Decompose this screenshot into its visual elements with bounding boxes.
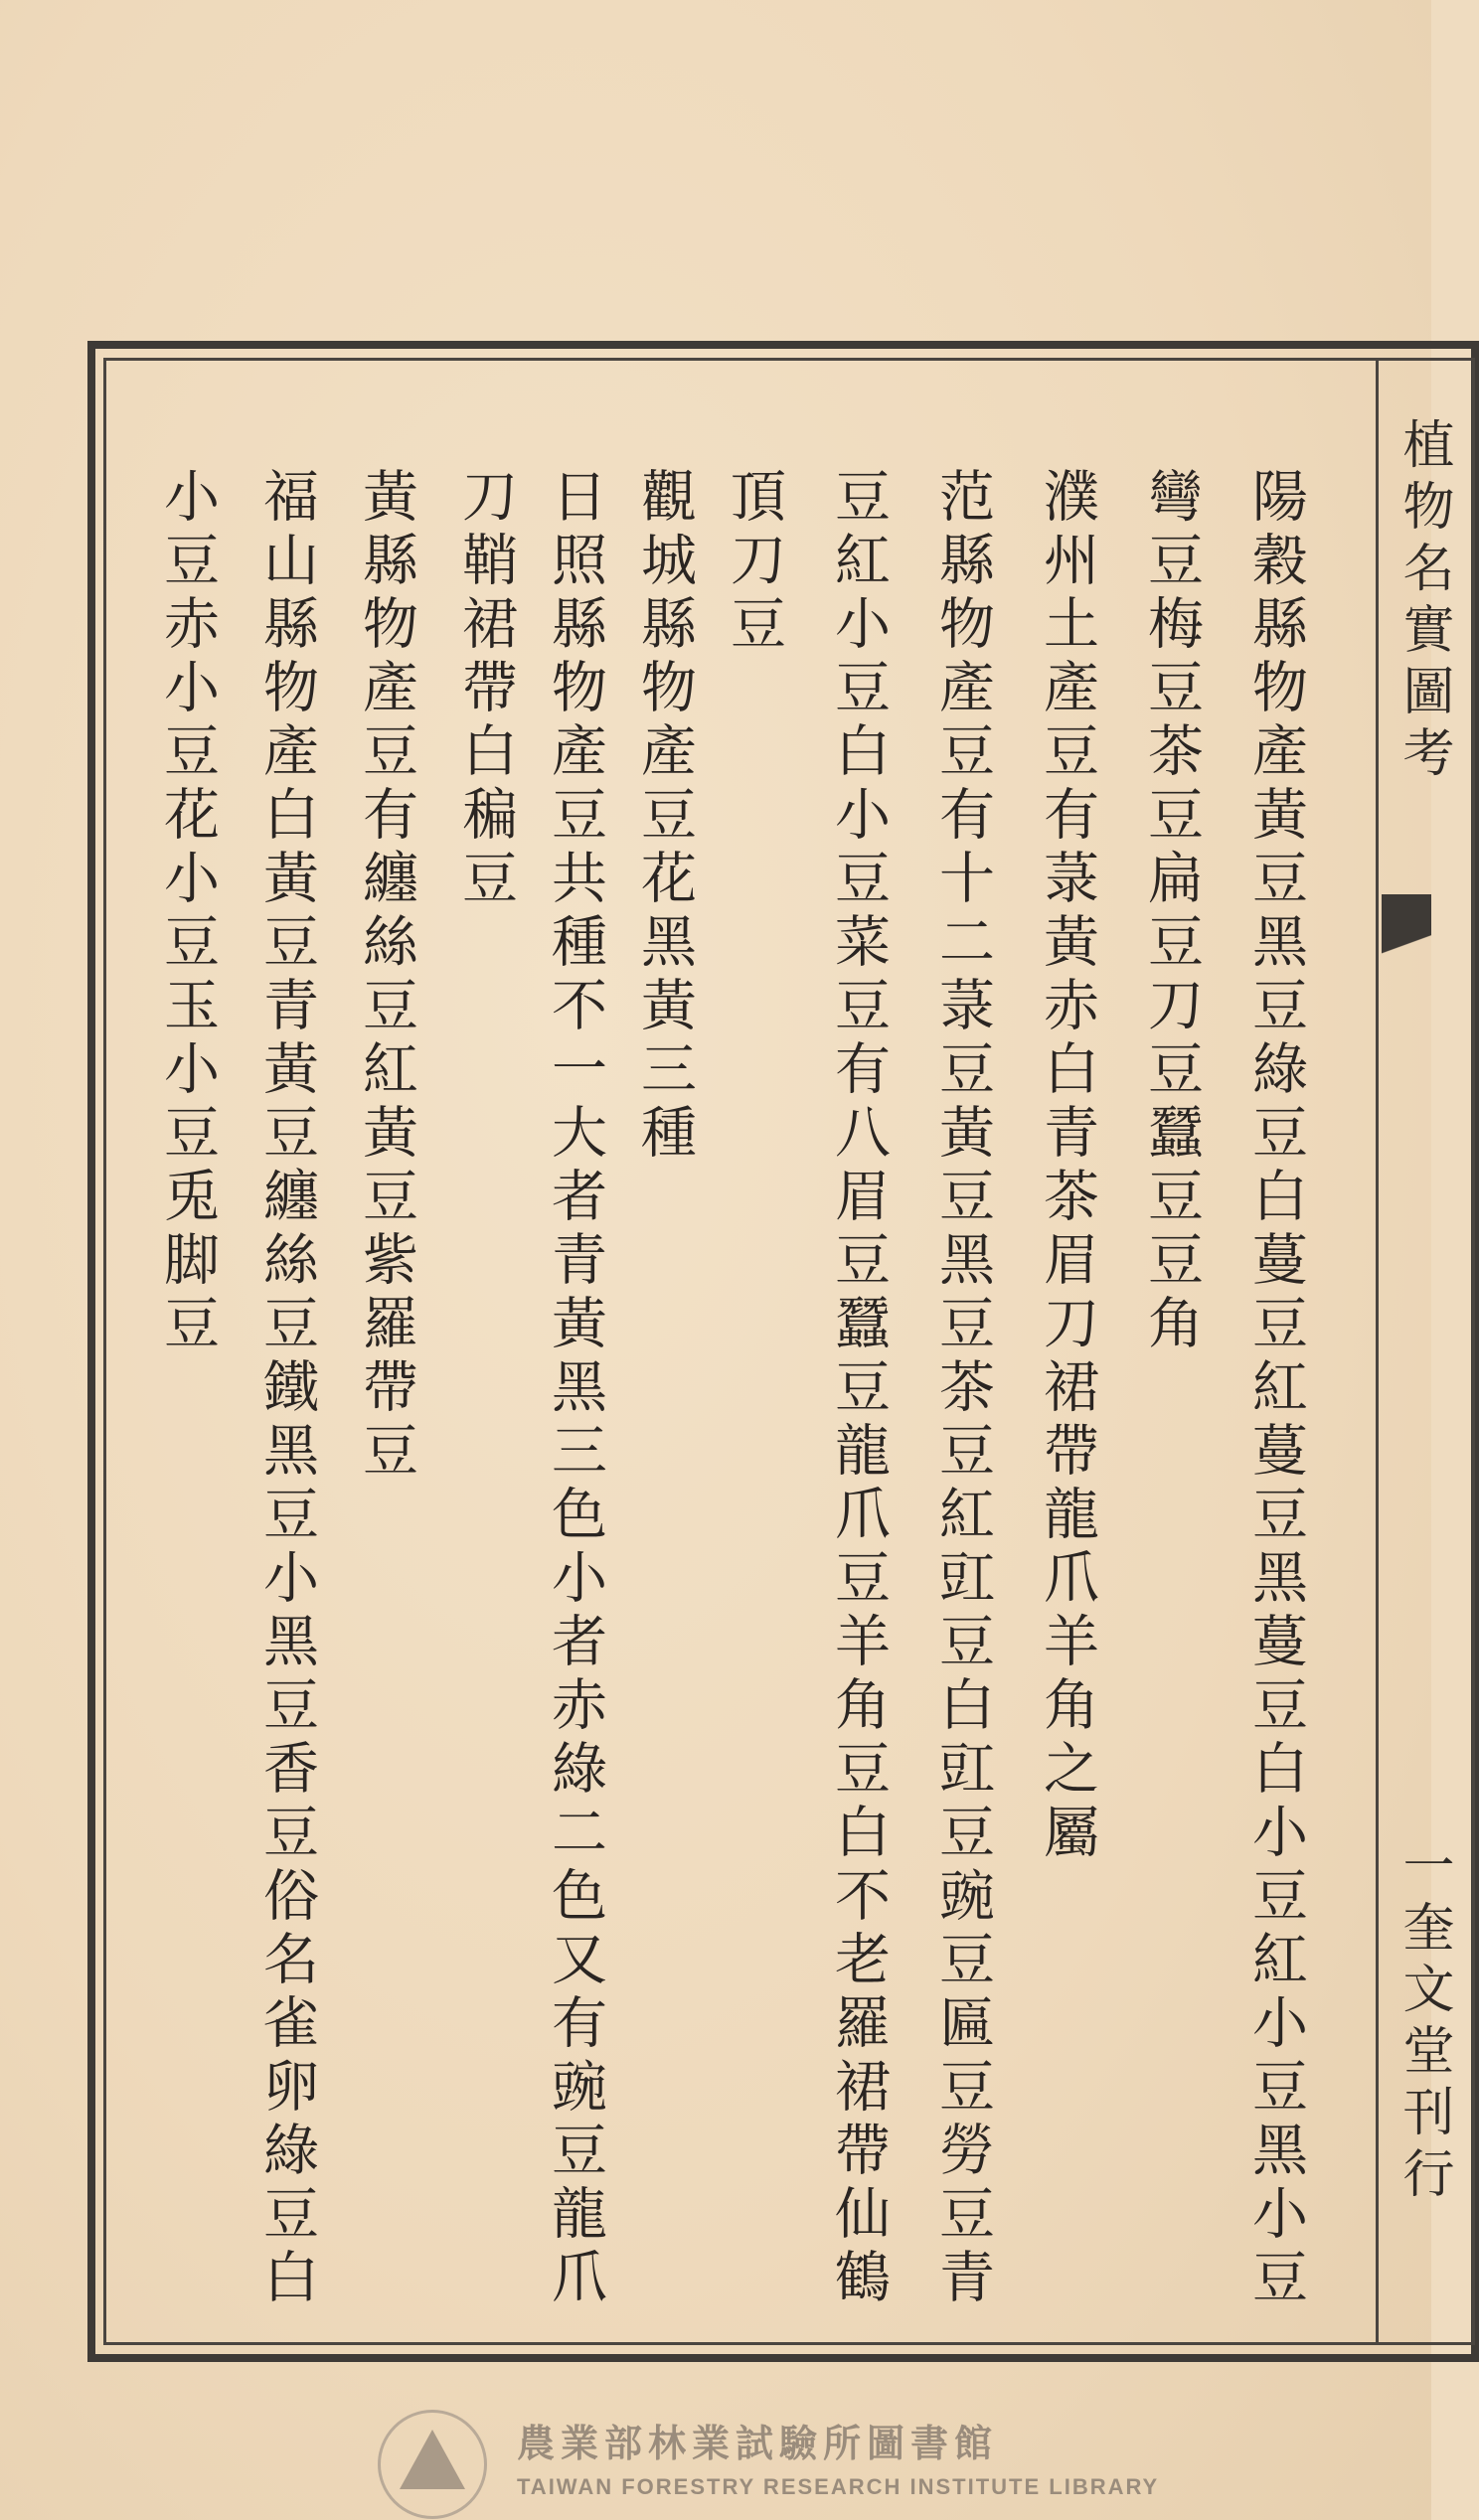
gutter-divider bbox=[1376, 358, 1379, 2345]
library-seal-triangle-icon bbox=[400, 2430, 465, 2489]
library-name-en: TAIWAN FORESTRY RESEARCH INSTITUTE LIBRARY bbox=[517, 2474, 1160, 2499]
text-column-1: 陽穀縣物產黃豆黑豆綠豆白蔓豆紅蔓豆黑蔓豆白小豆紅小豆黑小豆 bbox=[1243, 467, 1308, 2311]
gutter-publisher: 一奎文堂刊行 bbox=[1394, 1838, 1453, 2208]
text-column-6: 頂刀豆 bbox=[722, 467, 786, 658]
text-column-11: 福山縣物產白黃豆青黃豆纏絲豆鐵黑豆小黑豆香豆俗名雀卵綠豆白 bbox=[254, 467, 319, 2311]
text-column-7: 觀城縣物產豆花黑黃三種 bbox=[632, 467, 697, 1167]
fishtail-mark-icon bbox=[1382, 894, 1431, 974]
text-column-8: 日照縣物產豆共種不一大者青黃黑三色小者赤綠二色又有豌豆龍爪 bbox=[543, 467, 607, 2311]
text-column-12: 小豆赤小豆花小豆玉小豆兎脚豆 bbox=[155, 467, 220, 1357]
library-name-zh: 農業部林業試驗所圖書館 bbox=[517, 2422, 999, 2465]
text-column-2: 彎豆梅豆茶豆扁豆刀豆蠶豆豆角 bbox=[1139, 467, 1204, 1357]
text-column-4: 范縣物產豆有十二菉豆黃豆黑豆茶豆紅豇豆白豇豆豌豆匾豆勞豆青 bbox=[930, 467, 995, 2311]
text-column-5: 豆紅小豆白小豆菜豆有八眉豆蠶豆龍爪豆羊角豆白不老羅裙帶仙鶴 bbox=[826, 467, 891, 2311]
gutter-book-title: 植物名實圖考 bbox=[1394, 417, 1453, 787]
text-column-3: 濮州土產豆有菉黃赤白青茶眉刀裙帶龍爪羊角之屬 bbox=[1035, 467, 1099, 1866]
text-column-9: 刀鞘裙帶白稨豆 bbox=[453, 467, 518, 912]
text-column-10: 黃縣物產豆有纏絲豆紅黃豆紫羅帶豆 bbox=[354, 467, 418, 1485]
